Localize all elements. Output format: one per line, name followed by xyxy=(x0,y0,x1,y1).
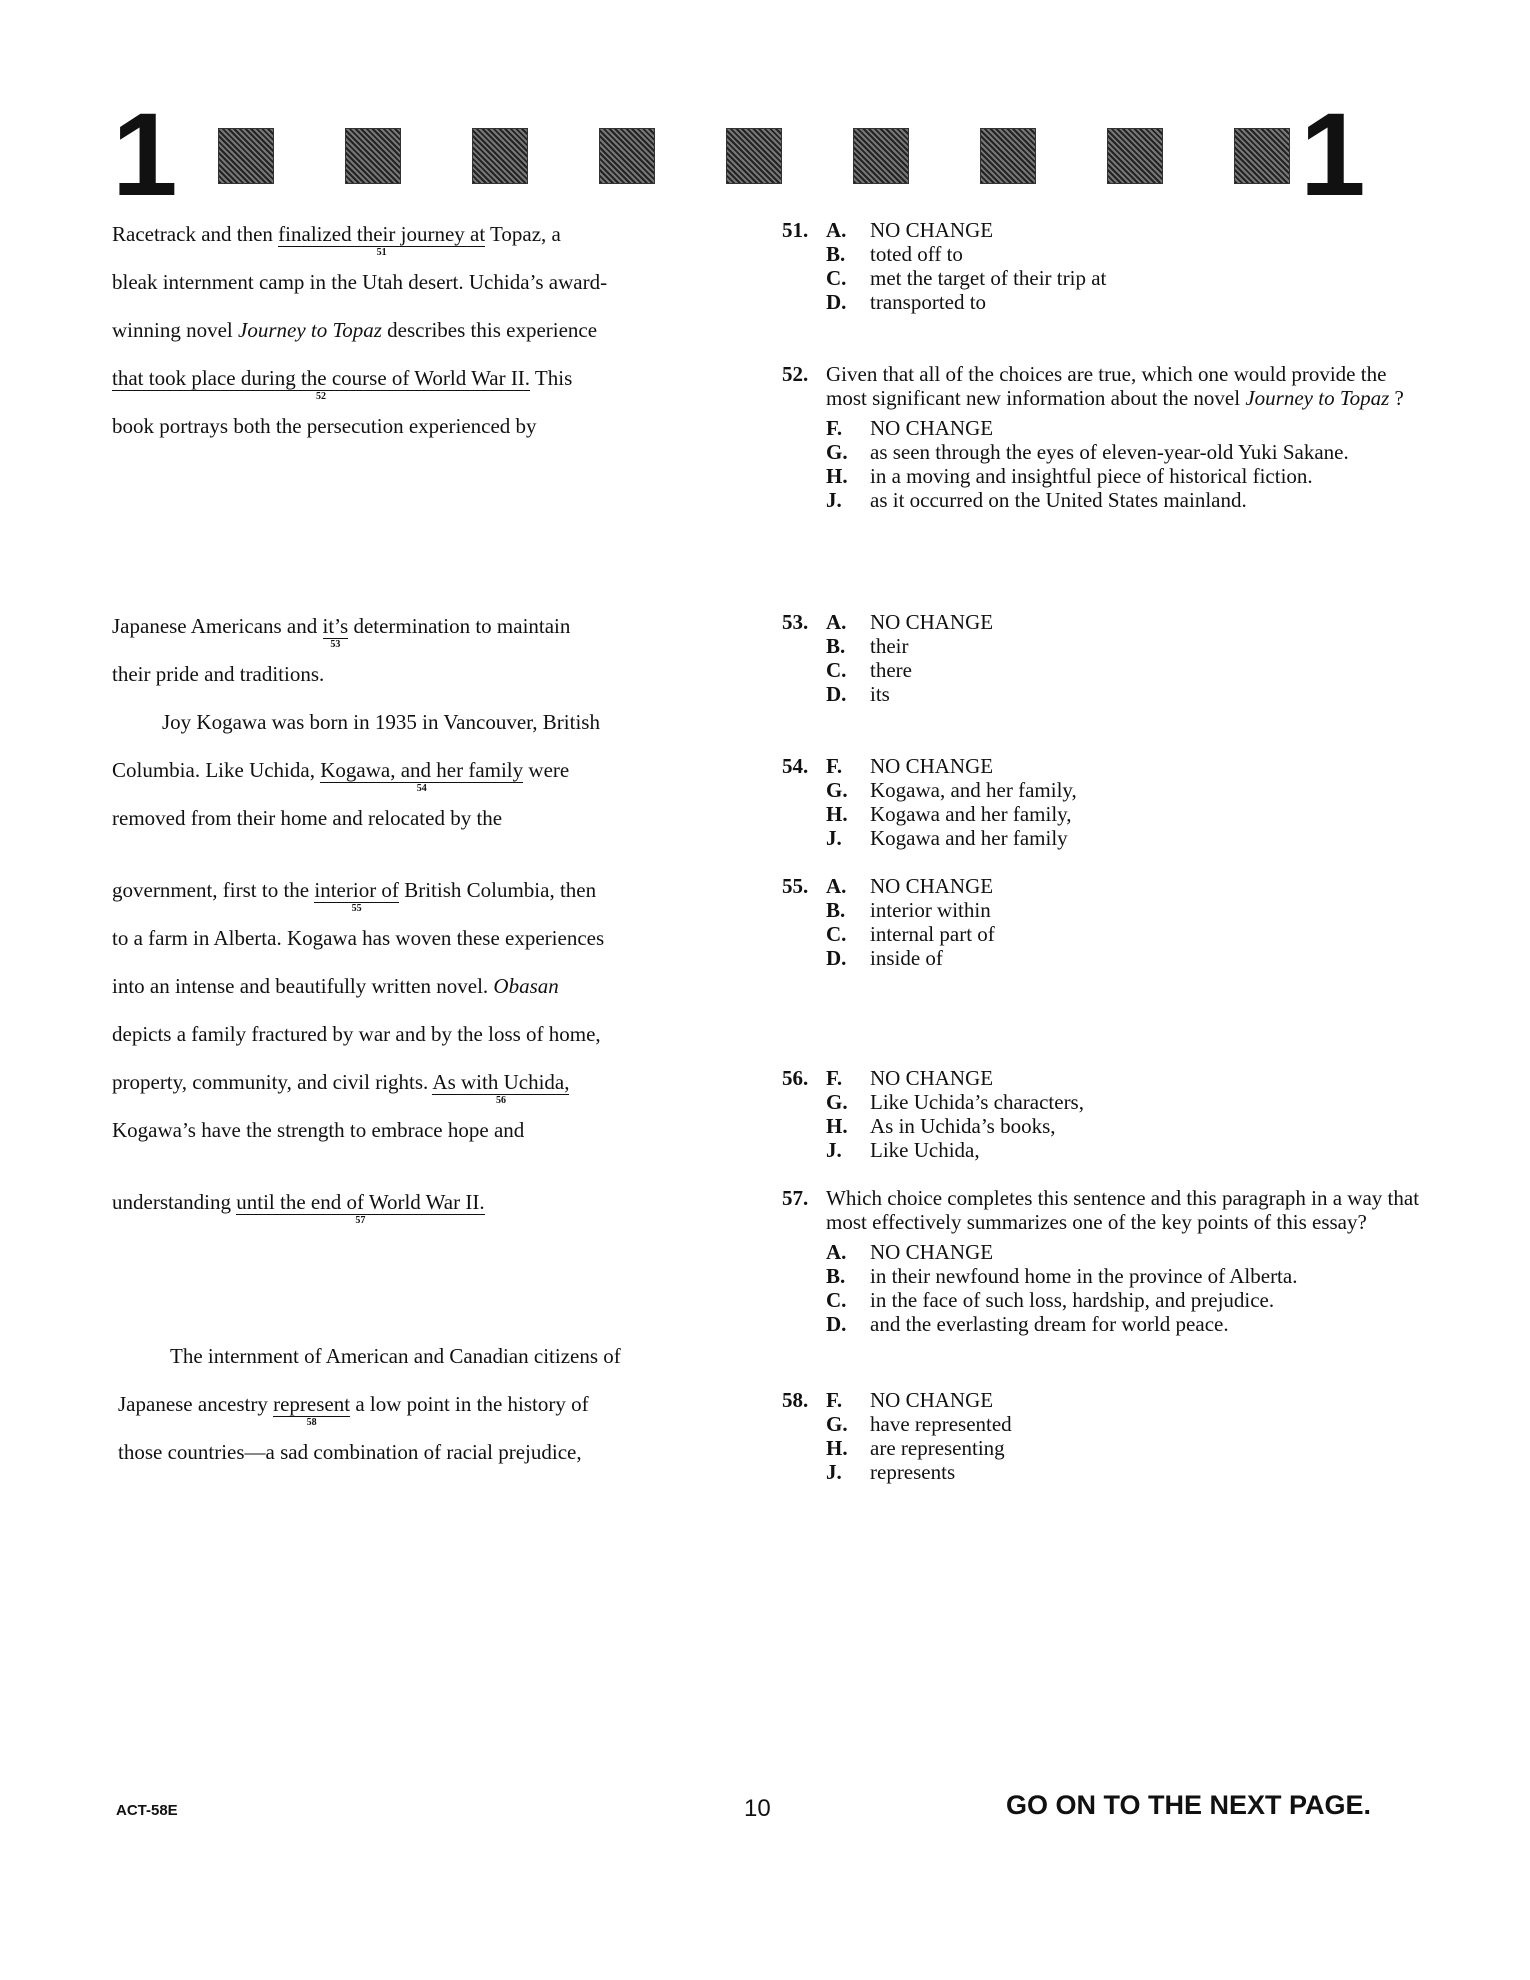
question-marker: 56 xyxy=(495,1095,506,1106)
underlined-text: finalized their journey at xyxy=(278,222,486,246)
question-number: 57. xyxy=(782,1186,809,1210)
option-letter[interactable]: J. xyxy=(826,826,842,850)
option-letter[interactable]: C. xyxy=(826,266,847,290)
marker-square xyxy=(1107,128,1163,184)
passage-text: understanding xyxy=(112,1190,237,1214)
option-text[interactable]: NO CHANGE xyxy=(870,1388,994,1412)
option-letter[interactable]: B. xyxy=(826,898,846,922)
passage-line: book portrays both the persecution experienced by xyxy=(112,414,537,438)
option-letter[interactable]: J. xyxy=(826,1138,842,1162)
passage-line: The internment of American and Canadian citizens of xyxy=(170,1344,621,1368)
question-marker: 52 xyxy=(316,391,327,402)
passage-text: describes this experience xyxy=(381,318,598,342)
option-letter[interactable]: A. xyxy=(826,874,847,898)
option-letter[interactable]: G. xyxy=(826,1090,848,1114)
section-number-right: 1 xyxy=(1300,89,1366,221)
section-marker-band xyxy=(218,128,1298,184)
question-55 xyxy=(782,874,1422,970)
passage-text: Columbia. Like Uchida, xyxy=(112,758,321,782)
option-letter[interactable]: D. xyxy=(826,682,847,706)
marker-square xyxy=(345,128,401,184)
passage-text: British Columbia, then xyxy=(398,878,597,902)
option-text[interactable]: inside of xyxy=(870,946,943,970)
option-letter[interactable]: J. xyxy=(826,1460,842,1484)
option-letter[interactable]: H. xyxy=(826,464,848,488)
option-text[interactable]: in a moving and insightful piece of historical fiction. xyxy=(870,464,1313,488)
passage-line xyxy=(118,1392,589,1428)
next-page-notice: GO ON TO THE NEXT PAGE. xyxy=(1006,1790,1372,1820)
passage-text: a low point in the history of xyxy=(350,1392,589,1416)
passage-line: Kogawa’s have the strength to embrace hope and xyxy=(112,1118,525,1142)
option-letter[interactable]: F. xyxy=(826,416,843,440)
option-text[interactable]: their xyxy=(870,634,909,658)
option-letter[interactable]: A. xyxy=(826,1240,847,1264)
option-letter[interactable]: G. xyxy=(826,1412,848,1436)
option-text[interactable]: represents xyxy=(870,1460,956,1484)
question-marker: 51 xyxy=(376,247,387,258)
passage-line: Joy Kogawa was born in 1935 in Vancouver, British xyxy=(162,710,600,734)
question-54 xyxy=(782,754,1422,850)
option-letter[interactable]: H. xyxy=(826,1114,848,1138)
question-53 xyxy=(782,610,1422,706)
passage-line xyxy=(112,318,597,342)
option-letter[interactable]: C. xyxy=(826,1288,847,1312)
stem-text: ? xyxy=(1389,386,1404,410)
question-stem: Which choice completes this sentence and this paragraph in a way that most effectively summarizes one of the key points of this essay? xyxy=(826,1186,1420,1234)
option-text[interactable]: internal part of xyxy=(870,922,995,946)
option-text[interactable]: As in Uchida’s books, xyxy=(870,1114,1056,1138)
passage-text: This xyxy=(530,366,573,390)
option-letter[interactable]: B. xyxy=(826,1264,846,1288)
question-number: 58. xyxy=(782,1388,809,1412)
underlined-text: that took place during the course of World War II. xyxy=(112,366,531,390)
underlined-portion-55 xyxy=(314,878,399,914)
marker-square xyxy=(472,128,528,184)
passage-line: depicts a family fractured by war and by the loss of home, xyxy=(112,1022,601,1046)
marker-square xyxy=(599,128,655,184)
option-letter[interactable]: A. xyxy=(826,610,847,634)
option-text[interactable]: and the everlasting dream for world peace. xyxy=(870,1312,1229,1336)
passage-text: government, first to the xyxy=(112,878,315,902)
option-text[interactable]: transported to xyxy=(870,290,987,314)
passage-line xyxy=(112,758,570,794)
option-text[interactable]: NO CHANGE xyxy=(870,1240,994,1264)
passage-line xyxy=(112,974,559,998)
passage-line xyxy=(112,878,597,914)
question-marker: 55 xyxy=(351,903,362,914)
passage-text: Japanese Americans and xyxy=(112,614,323,638)
option-letter[interactable]: D. xyxy=(826,290,847,314)
marker-square xyxy=(853,128,909,184)
underlined-portion-57 xyxy=(236,1190,485,1226)
option-letter[interactable]: F. xyxy=(826,754,843,778)
passage-line: bleak internment camp in the Utah desert. Uchida’s award- xyxy=(112,270,608,294)
option-text[interactable]: interior within xyxy=(870,898,991,922)
question-number: 51. xyxy=(782,218,809,242)
question-marker: 53 xyxy=(330,639,341,650)
option-text[interactable]: in their newfound home in the province of Alberta. xyxy=(870,1264,1298,1288)
passage-text: Japanese ancestry xyxy=(118,1392,274,1416)
underlined-portion-56 xyxy=(432,1070,570,1106)
option-letter[interactable]: G. xyxy=(826,440,848,464)
underlined-text: Kogawa, and her family xyxy=(320,758,524,782)
passage-text: winning novel xyxy=(112,318,238,342)
question-52 xyxy=(782,362,1422,512)
option-text[interactable]: there xyxy=(870,658,912,682)
passage-line: to a farm in Alberta. Kogawa has woven these experiences xyxy=(112,926,605,950)
passage-text: property, community, and civil rights. xyxy=(112,1070,433,1094)
option-text[interactable]: met the target of their trip at xyxy=(870,266,1107,290)
marker-square xyxy=(1234,128,1290,184)
section-number-left: 1 xyxy=(112,89,178,221)
passage-line: those countries—a sad combination of racial prejudice, xyxy=(118,1440,582,1464)
question-number: 55. xyxy=(782,874,809,898)
passage-text: Topaz, a xyxy=(485,222,561,246)
option-letter[interactable]: H. xyxy=(826,1436,848,1460)
option-text[interactable]: Like Uchida, xyxy=(870,1138,980,1162)
option-text[interactable]: NO CHANGE xyxy=(870,218,994,242)
underlined-portion-51 xyxy=(278,222,486,258)
option-text[interactable]: its xyxy=(870,682,890,706)
underlined-portion-58 xyxy=(273,1392,351,1428)
option-letter[interactable]: D. xyxy=(826,1312,847,1336)
passage-text: into an intense and beautifully written novel. xyxy=(112,974,494,998)
underlined-portion-54 xyxy=(320,758,524,794)
option-text[interactable]: NO CHANGE xyxy=(870,610,994,634)
option-letter[interactable]: C. xyxy=(826,658,847,682)
option-text[interactable]: Like Uchida’s characters, xyxy=(870,1090,1084,1114)
marker-square xyxy=(980,128,1036,184)
option-letter[interactable]: F. xyxy=(826,1388,843,1412)
option-letter[interactable]: A. xyxy=(826,218,847,242)
option-text[interactable]: Kogawa, and her family, xyxy=(870,778,1077,802)
stem-text: Given that all of the choices are true, which one would provide the most significant new information about the novel xyxy=(826,362,1387,410)
passage-text: determination to maintain xyxy=(348,614,571,638)
book-title: Journey to Topaz xyxy=(1245,386,1390,410)
underlined-portion-53 xyxy=(322,614,349,650)
question-58 xyxy=(782,1388,1422,1484)
underlined-text: represent xyxy=(273,1392,351,1416)
underlined-text: until the end of World War II. xyxy=(236,1190,485,1214)
passage-line xyxy=(112,222,561,258)
passage-text: were xyxy=(523,758,570,782)
question-51 xyxy=(782,218,1422,314)
passage-text: Racetrack and then xyxy=(112,222,279,246)
option-text[interactable]: NO CHANGE xyxy=(870,874,994,898)
underlined-text: As with Uchida, xyxy=(432,1070,570,1094)
question-number: 56. xyxy=(782,1066,809,1090)
underlined-portion-52 xyxy=(112,366,531,402)
option-letter[interactable]: B. xyxy=(826,242,846,266)
option-text[interactable]: NO CHANGE xyxy=(870,754,994,778)
question-marker: 54 xyxy=(416,783,427,794)
option-letter[interactable]: C. xyxy=(826,922,847,946)
option-letter[interactable]: G. xyxy=(826,778,848,802)
option-letter[interactable]: F. xyxy=(826,1066,843,1090)
option-text[interactable]: have represented xyxy=(870,1412,1012,1436)
option-text[interactable]: as it occurred on the United States mainland. xyxy=(870,488,1247,512)
option-letter[interactable]: H. xyxy=(826,802,848,826)
passage-line: their pride and traditions. xyxy=(112,662,325,686)
question-56 xyxy=(782,1066,1422,1162)
marker-square xyxy=(726,128,782,184)
option-text[interactable]: NO CHANGE xyxy=(870,416,994,440)
marker-square xyxy=(218,128,274,184)
form-code: ACT-58E xyxy=(116,1802,178,1819)
option-text[interactable]: in the face of such loss, hardship, and prejudice. xyxy=(870,1288,1275,1312)
option-letter[interactable]: J. xyxy=(826,488,842,512)
page-number: 10 xyxy=(744,1795,771,1822)
question-57 xyxy=(782,1186,1422,1336)
passage-line xyxy=(112,1070,570,1106)
underlined-text: interior of xyxy=(314,878,399,902)
passage-line xyxy=(112,366,573,402)
question-number: 52. xyxy=(782,362,809,386)
book-title: Obasan xyxy=(493,974,559,998)
option-text[interactable]: as seen through the eyes of eleven-year-old Yuki Sakane. xyxy=(870,440,1349,464)
question-number: 53. xyxy=(782,610,809,634)
option-text[interactable]: Kogawa and her family, xyxy=(870,802,1072,826)
passage-line: removed from their home and relocated by the xyxy=(112,806,503,830)
option-letter[interactable]: B. xyxy=(826,634,846,658)
question-stem xyxy=(826,362,1422,410)
passage-line xyxy=(112,614,571,650)
question-marker: 57 xyxy=(355,1215,366,1226)
option-text[interactable]: Kogawa and her family xyxy=(870,826,1068,850)
question-marker: 58 xyxy=(306,1417,317,1428)
option-text[interactable]: NO CHANGE xyxy=(870,1066,994,1090)
question-number: 54. xyxy=(782,754,809,778)
underlined-text: it’s xyxy=(322,614,349,638)
option-letter[interactable]: D. xyxy=(826,946,847,970)
book-title: Journey to Topaz xyxy=(238,318,382,342)
option-text[interactable]: are representing xyxy=(870,1436,1005,1460)
option-text[interactable]: toted off to xyxy=(870,242,963,266)
passage-line xyxy=(112,1190,485,1226)
